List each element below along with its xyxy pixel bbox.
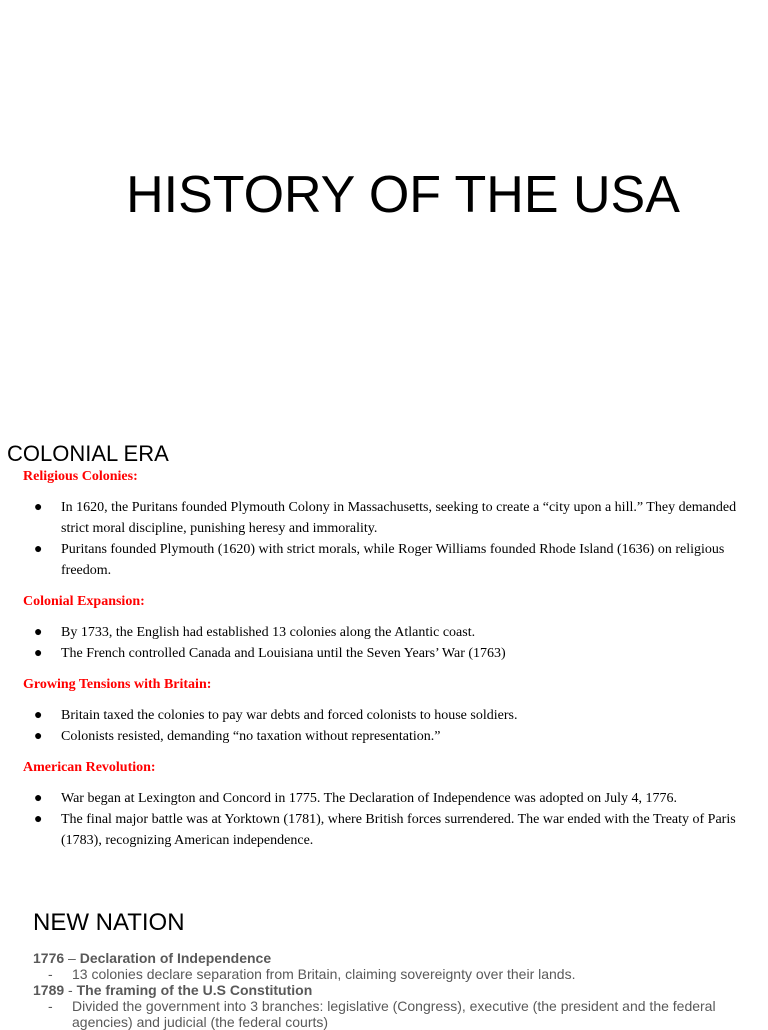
list-item-text: In 1620, the Puritans founded Plymouth Colony in Massachusetts, seeking to create a “city upon a hill.” They demanded strict moral discipline, punishing heresy and immorality. [61,500,737,536]
subsection-american-revolution [0,759,768,851]
bullet-list [0,788,768,851]
list-item-text: Colonists resisted, demanding “no taxation without representation.” [61,729,441,744]
event-detail [0,966,768,982]
list-item [0,788,768,809]
event-title: The framing of the U.S Constitution [76,982,313,998]
list-item-text: The French controlled Canada and Louisiana until the Seven Years’ War (1763) [61,646,506,661]
list-item [0,726,768,747]
subsection-religious-colonies [0,468,768,581]
event-detail-text: 13 colonies declare separation from Britain, claiming sovereignty over their lands. [72,966,576,982]
event-year: 1789 [33,982,65,998]
list-item [0,705,768,726]
bullet-dot: ● [34,812,43,827]
bullet-dot: ● [34,542,43,557]
event-title: Declaration of Independence [79,950,272,966]
list-item-text: The final major battle was at Yorktown (1781), where British forces surrendered. The war ended with the Treaty of Paris (1783), recognizing American independence. [61,812,736,848]
bullet-list [0,622,768,664]
event-detail [0,998,768,1030]
colonial-era-section [0,440,768,851]
subsection-title: Religious Colonies: [23,469,138,484]
dash-marker: - [48,966,53,982]
event-separator: - [64,982,77,998]
event-year: 1776 [33,950,65,966]
list-item-text: War began at Lexington and Concord in 1775. The Declaration of Independence was adopted on July 4, 1776. [61,791,677,806]
bullet-dot: ● [34,646,43,661]
slide-title: HISTORY OF THE USA [126,166,680,224]
bullet-list [0,497,768,581]
subsection-title: American Revolution: [23,760,156,775]
subsection-growing-tensions [0,676,768,747]
list-item-text: Puritans founded Plymouth (1620) with strict morals, while Roger Williams founded Rhode Island (1636) on religious freedom. [61,542,725,578]
new-nation-section [0,908,768,1030]
bullet-dot: ● [34,708,43,723]
subsection-colonial-expansion [0,593,768,664]
event-separator: – [64,950,80,966]
list-item [0,643,768,664]
timeline-event [33,950,768,966]
subsection-title: Growing Tensions with Britain: [23,677,212,692]
bullet-dot: ● [34,500,43,515]
new-nation-heading: NEW NATION [33,909,185,936]
dash-marker: - [48,998,53,1014]
timeline-event [33,982,768,998]
list-item [0,539,768,581]
bullet-dot: ● [34,791,43,806]
bullet-dot: ● [34,625,43,640]
bullet-dot: ● [34,729,43,744]
list-item [0,497,768,539]
list-item [0,622,768,643]
colonial-era-heading: COLONIAL ERA [7,441,169,466]
list-item-text: Britain taxed the colonies to pay war debts and forced colonists to house soldiers. [61,708,518,723]
subsection-title: Colonial Expansion: [23,594,145,609]
list-item-text: By 1733, the English had established 13 colonies along the Atlantic coast. [61,625,476,640]
bullet-list [0,705,768,747]
event-detail-text: Divided the government into 3 branches: legislative (Congress), executive (the president and the federal agencies) and judicial (the federal courts) [72,998,716,1030]
list-item [0,809,768,851]
